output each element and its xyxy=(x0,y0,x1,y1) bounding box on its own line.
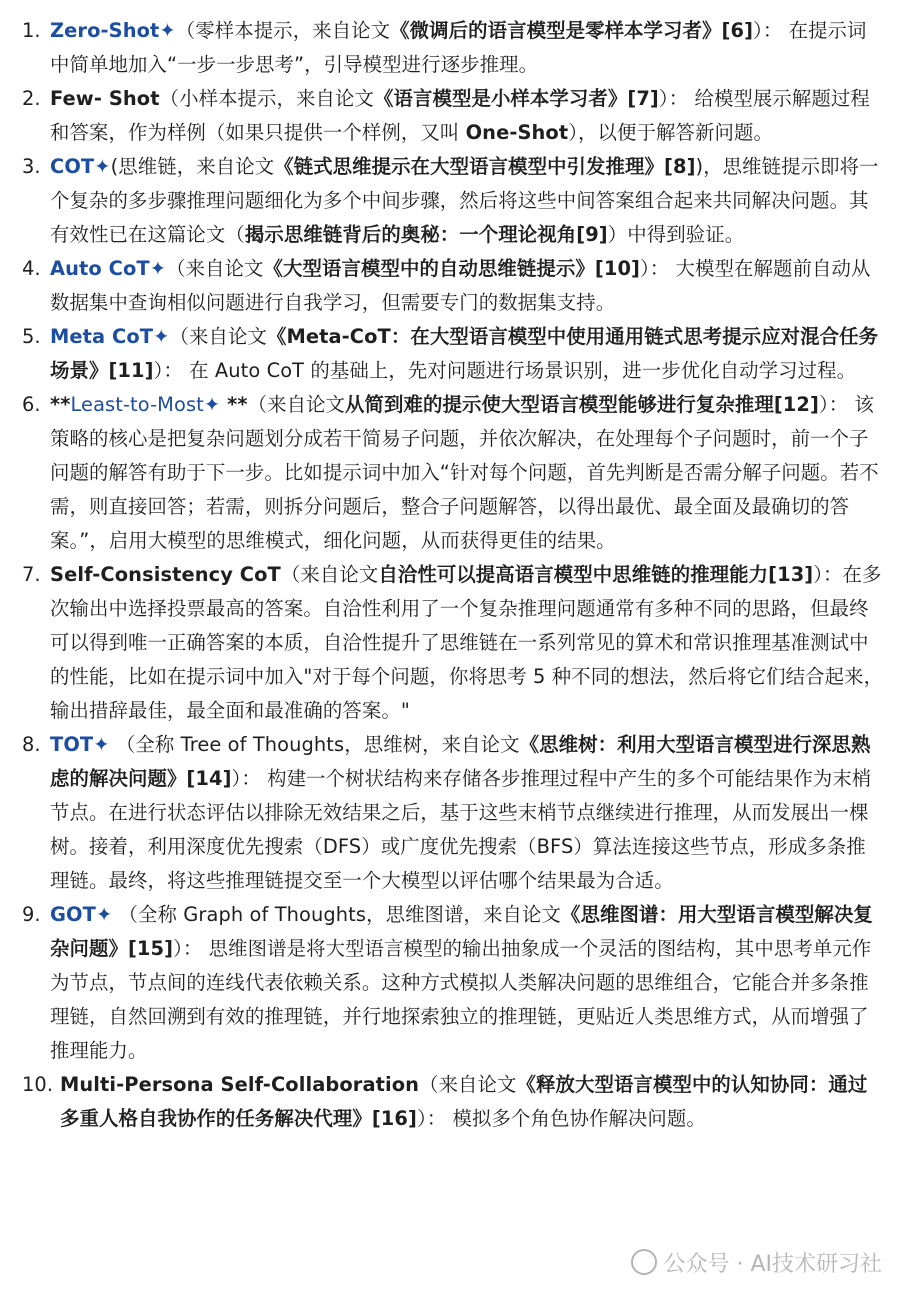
wechat-icon xyxy=(631,1249,657,1275)
item-text: GOT✦ （全称 Graph of Thoughts，思维图谱，来自论文《思维图谱：用大型语言模型解决复杂问题》[15]）： 思维图谱是将大型语言模型的输出抽象成一个灵活的图结构，其中思考单元作为节点，节点间的连线代表依赖关系。这种方式模拟人类解决问题的思维组合，它能合并多条推理链，自然回溯到有效的推理链，并行地探索独立的推理链，更贴近人类思维方式，从而增强了推理能力。 xyxy=(50,903,873,1062)
item-number: 3. xyxy=(22,155,47,178)
list-item xyxy=(22,252,884,320)
paper-title: 自洽性可以提高语言模型中思维链的推理能力[13] xyxy=(378,563,814,586)
item-text: Zero-Shot✦（零样本提示，来自论文《微调后的语言模型是零样本学习者》[6]）： 在提示词中简单地加入“一步一步思考”，引导模型进行逐步推理。 xyxy=(50,19,867,76)
paper-title: 《大型语言模型中的自动思维链提示》[10] xyxy=(263,257,640,280)
item-number: 8. xyxy=(22,733,47,756)
item-text: Few- Shot（小样本提示，来自论文《语言模型是小样本学习者》[7]）： 给模型展示解题过程和答案，作为样例（如果只提供一个样例，又叫 One-Shot），以便于解答新问题。 xyxy=(50,87,870,144)
item-number: 7. xyxy=(22,563,47,586)
sparkle-icon: ✦ xyxy=(153,325,170,348)
tot-link[interactable]: TOT✦ xyxy=(50,733,110,756)
least-to-most-link[interactable]: Least-to-Most✦ xyxy=(70,393,221,416)
paper-title: 《释放大型语言模型中的认知协同：通过多重人格自我协作的任务解决代理》[16] xyxy=(60,1073,868,1130)
list-item xyxy=(22,320,884,388)
sparkle-icon: ✦ xyxy=(203,393,221,416)
item-number: 5. xyxy=(22,325,47,348)
zero-shot-link[interactable]: Zero-Shot✦ xyxy=(50,19,176,42)
sparkle-icon: ✦ xyxy=(95,903,113,926)
list-item xyxy=(22,558,884,728)
paper-title: 《链式思维提示在大型语言模型中引发推理》[8] xyxy=(274,155,696,178)
item-number: 6. xyxy=(22,393,47,416)
sparkle-icon: ✦ xyxy=(159,19,176,42)
paper-title: 《思维图谱：用大型语言模型解决复杂问题》[15] xyxy=(50,903,873,960)
item-text: TOT✦ （全称 Tree of Thoughts，思维树，来自论文《思维树：利用大型语言模型进行深思熟虑的解决问题》[14]）： 构建一个树状结构来存储各步推理过程中产生的多个可能结果作为末梢节点。在进行状态评估以排除无效结果之后，基于这些末梢节点继续进行推理，从而发展出一棵树。接着，利用深度优先搜索（DFS）或广度优先搜索（BFS）算法连接这些节点，形成多条推理链。最终，将这些推理链提交至一个大模型以评估哪个结果最为合适。 xyxy=(50,733,872,892)
item-text: Meta CoT✦（来自论文《Meta-CoT：在大型语言模型中使用通用链式思考提示应对混合任务场景》[11]）： 在 Auto CoT 的基础上，先对问题进行场景识别，进一步优化自动学习过程。 xyxy=(50,325,879,382)
paper-title: 《语言模型是小样本学习者》[7] xyxy=(374,87,659,110)
paper-title: 《思维树：利用大型语言模型进行深思熟虑的解决问题》[14] xyxy=(50,733,871,790)
technique-name: Few- Shot xyxy=(50,87,160,110)
technique-alias: One-Shot xyxy=(465,121,569,144)
sparkle-icon: ✦ xyxy=(94,155,111,178)
list-item xyxy=(22,1068,884,1136)
item-number: 9. xyxy=(22,903,47,926)
list-item xyxy=(22,898,884,1068)
item-number: 1. xyxy=(22,19,47,42)
list-item xyxy=(22,82,884,150)
technique-name: Self-Consistency CoT xyxy=(50,563,281,586)
item-number: 2. xyxy=(22,87,47,110)
paper-title: 从简到难的提示使大型语言模型能够进行复杂推理[12] xyxy=(345,393,819,416)
item-number: 4. xyxy=(22,257,47,280)
item-text: Auto CoT✦（来自论文《大型语言模型中的自动思维链提示》[10]）： 大模型在解题前自动从数据集中查询相似问题进行自我学习，但需要专门的数据集支持。 xyxy=(50,257,871,314)
list-item xyxy=(22,14,884,82)
sparkle-icon: ✦ xyxy=(149,257,167,280)
paper-title: 揭示思维链背后的奥秘：一个理论视角[9] xyxy=(244,223,608,246)
meta-cot-link[interactable]: Meta CoT✦ xyxy=(50,325,170,348)
auto-cot-link[interactable]: Auto CoT✦ xyxy=(50,257,167,280)
list-item xyxy=(22,150,884,252)
got-link[interactable]: GOT✦ xyxy=(50,903,113,926)
item-text: **Least-to-Most✦ **（来自论文从简到难的提示使大型语言模型能够进行复杂推理[12]）： 该策略的核心是把复杂问题划分成若干简易子问题，并依次解决，在处理每个子问题时，前一个子问题的解答有助于下一步。比如提示词中加入“针对每个问题，首先判断是否需分解子问题。若不需，则直接回答；若需，则拆分问题后，整合子问题解答，以得出最优、最全面及最确切的答案。”，启用大模型的思维模式，细化问题，从而获得更佳的结果。 xyxy=(50,393,879,552)
item-text: COT✦(思维链，来自论文《链式思维提示在大型语言模型中引发推理》[8])，思维链提示即将一个复杂的多步骤推理问题细化为多个中间步骤，然后将这些中间答案组合起来共同解决问题。其有效性已在这篇论文（揭示思维链背后的奥秘：一个理论视角[9]）中得到验证。 xyxy=(50,155,879,246)
item-number: 10. xyxy=(22,1073,60,1096)
list-item xyxy=(22,388,884,558)
paper-title: 《微调后的语言模型是零样本学习者》[6] xyxy=(390,19,754,42)
list-item xyxy=(22,728,884,898)
item-text: Multi-Persona Self-Collaboration（来自论文《释放大型语言模型中的认知协同：通过多重人格自我协作的任务解决代理》[16]）： 模拟多个角色协作解决问题。 xyxy=(60,1073,868,1130)
sparkle-icon: ✦ xyxy=(93,733,110,756)
watermark: 公众号 · AI技术研习社 xyxy=(631,1247,882,1278)
cot-link[interactable]: COT✦ xyxy=(50,155,111,178)
technique-name: Multi-Persona Self-Collaboration xyxy=(60,1073,420,1096)
item-text: Self-Consistency CoT（来自论文自洽性可以提高语言模型中思维链的推理能力[13]）：在多次输出中选择投票最高的答案。自洽性利用了一个复杂推理问题通常有多种不同的思路，但最终可以得到唯一正确答案的本质，自洽性提升了思维链在一系列常见的算术和常识推理基准测试中的性能，比如在提示词中加入"对于每个问题，你将思考 5 种不同的想法，然后将它们结合起来，输出措辞最佳，最全面和最准确的答案。" xyxy=(50,563,884,722)
paper-title: 《Meta-CoT：在大型语言模型中使用通用链式思考提示应对混合任务场景》[11] xyxy=(50,325,879,382)
